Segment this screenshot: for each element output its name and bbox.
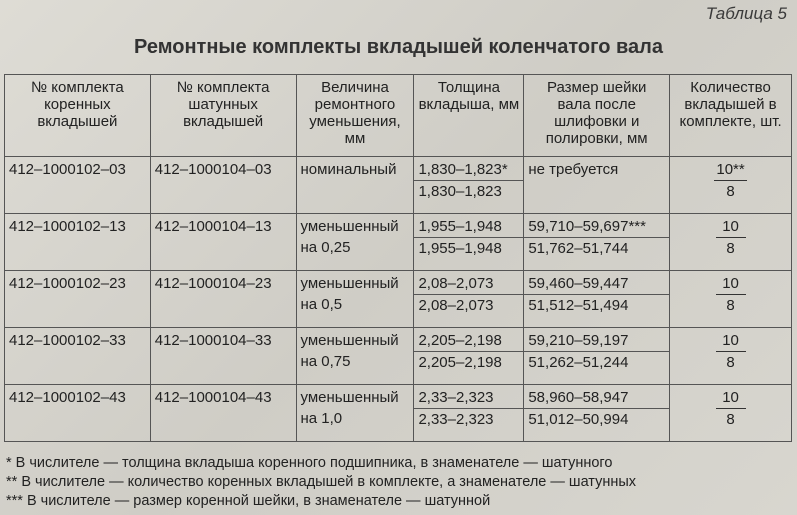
rod-kit-cell: 412–1000104–33 bbox=[150, 328, 296, 385]
thickness-cell bbox=[414, 214, 524, 271]
journal-main: 59,710–59,697*** bbox=[524, 216, 669, 238]
count-rod: 8 bbox=[726, 297, 735, 314]
table-label: Таблица 5 bbox=[705, 4, 787, 23]
footnote: ** В числителе — количество коренных вкладышей в комплекте, а знаменателе — шатунных bbox=[6, 474, 637, 490]
header-main-kit: № комплекта коренных вкладышей bbox=[5, 75, 151, 157]
thickness-cell bbox=[414, 157, 524, 214]
count-main: 10 bbox=[716, 330, 746, 352]
reduction-cell: номинальный bbox=[296, 157, 414, 214]
table-title: Ремонтные комплекты вкладышей коленчатого вала bbox=[134, 36, 663, 58]
reduction-cell: уменьшенный на 0,5 bbox=[296, 271, 414, 328]
journal-main: 59,210–59,197 bbox=[524, 330, 669, 352]
journal-rod: 51,762–51,744 bbox=[528, 240, 629, 257]
header-rod-kit: № комплекта шатунных вкладышей bbox=[150, 75, 296, 157]
thickness-rod: 2,33–2,323 bbox=[418, 411, 494, 428]
count-cell bbox=[670, 214, 792, 271]
table-row bbox=[5, 157, 792, 214]
journal-cell bbox=[524, 328, 670, 385]
main-kit-cell: 412–1000102–33 bbox=[5, 328, 151, 385]
footnotes bbox=[6, 454, 636, 511]
footnote: *** В числителе — размер коренной шейки, в знаменателе — шатунной bbox=[6, 493, 491, 509]
thickness-rod: 2,205–2,198 bbox=[418, 354, 502, 371]
count-cell bbox=[670, 328, 792, 385]
count-main: 10** bbox=[714, 159, 746, 181]
rod-kit-cell: 412–1000104–13 bbox=[150, 214, 296, 271]
thickness-main: 1,830–1,823* bbox=[414, 159, 523, 181]
journal-main: 58,960–58,947 bbox=[524, 387, 669, 409]
thickness-main: 2,205–2,198 bbox=[414, 330, 523, 352]
journal-cell bbox=[524, 157, 670, 214]
journal-main: не требуется bbox=[528, 161, 619, 178]
reduction-cell: уменьшенный на 1,0 bbox=[296, 385, 414, 442]
thickness-rod: 1,955–1,948 bbox=[418, 240, 502, 257]
thickness-cell bbox=[414, 271, 524, 328]
thickness-cell bbox=[414, 328, 524, 385]
table-row bbox=[5, 214, 792, 271]
header-reduction: Величина ремонтного уменьшения, мм bbox=[296, 75, 414, 157]
count-main: 10 bbox=[716, 273, 746, 295]
main-kit-cell: 412–1000102–23 bbox=[5, 271, 151, 328]
repair-kits-table bbox=[4, 74, 792, 442]
main-kit-cell: 412–1000102–43 bbox=[5, 385, 151, 442]
header-row bbox=[5, 75, 792, 157]
table-row bbox=[5, 271, 792, 328]
thickness-rod: 2,08–2,073 bbox=[418, 297, 494, 314]
rod-kit-cell: 412–1000104–23 bbox=[150, 271, 296, 328]
main-kit-cell: 412–1000102–03 bbox=[5, 157, 151, 214]
thickness-cell bbox=[414, 385, 524, 442]
count-rod: 8 bbox=[726, 354, 735, 371]
header-count: Количество вкладышей в комплекте, шт. bbox=[670, 75, 792, 157]
journal-cell bbox=[524, 214, 670, 271]
count-rod: 8 bbox=[726, 411, 735, 428]
table-row bbox=[5, 328, 792, 385]
main-kit-cell: 412–1000102–13 bbox=[5, 214, 151, 271]
journal-main: 59,460–59,447 bbox=[524, 273, 669, 295]
count-main: 10 bbox=[716, 387, 746, 409]
journal-cell bbox=[524, 385, 670, 442]
rod-kit-cell: 412–1000104–03 bbox=[150, 157, 296, 214]
journal-rod: 51,262–51,244 bbox=[528, 354, 629, 371]
reduction-cell: уменьшенный на 0,25 bbox=[296, 214, 414, 271]
reduction-cell: уменьшенный на 0,75 bbox=[296, 328, 414, 385]
count-cell bbox=[670, 157, 792, 214]
thickness-rod: 1,830–1,823 bbox=[418, 183, 502, 200]
header-thickness: Толщина вкладыша, мм bbox=[414, 75, 524, 157]
count-cell bbox=[670, 271, 792, 328]
header-journal-size: Размер шейки вала после шлифовки и полировки, мм bbox=[524, 75, 670, 157]
count-rod: 8 bbox=[726, 240, 735, 257]
count-rod: 8 bbox=[726, 183, 735, 200]
journal-rod: 51,512–51,494 bbox=[528, 297, 629, 314]
count-main: 10 bbox=[716, 216, 746, 238]
count-cell bbox=[670, 385, 792, 442]
thickness-main: 2,33–2,323 bbox=[414, 387, 523, 409]
thickness-main: 1,955–1,948 bbox=[414, 216, 523, 238]
footnote: * В числителе — толщина вкладыша коренного подшипника, в знаменателе — шатунного bbox=[6, 455, 613, 471]
table-row bbox=[5, 385, 792, 442]
journal-cell bbox=[524, 271, 670, 328]
rod-kit-cell: 412–1000104–43 bbox=[150, 385, 296, 442]
journal-rod: 51,012–50,994 bbox=[528, 411, 629, 428]
thickness-main: 2,08–2,073 bbox=[414, 273, 523, 295]
